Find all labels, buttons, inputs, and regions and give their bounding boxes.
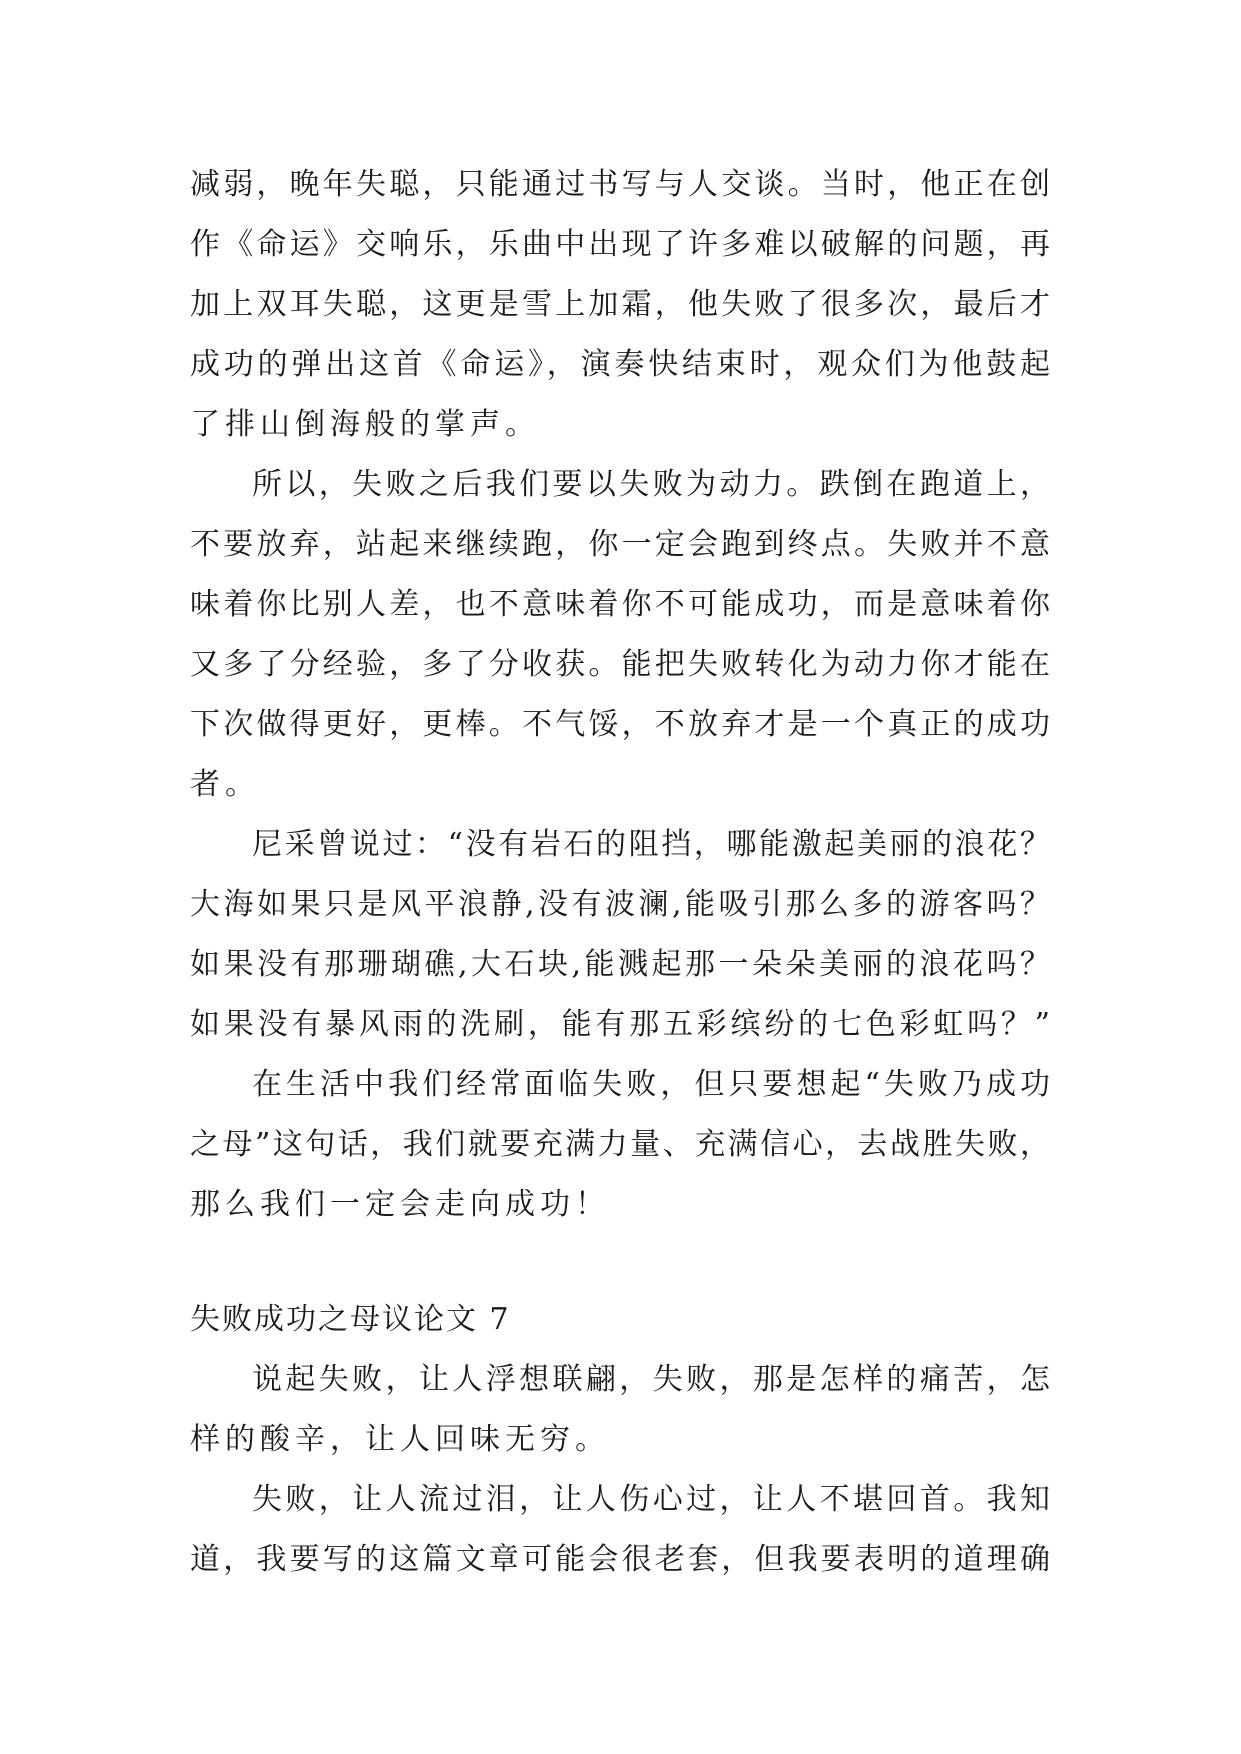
- text-line: 尼采曾说过：“没有岩石的阻挡，哪能激起美丽的浪花？: [252, 827, 1050, 862]
- text-line: 不要放弃，站起来继续跑，你一定会跑到终点。失败并不意: [190, 527, 1050, 562]
- text-line: 失败，让人流过泪，让人伤心过，让人不堪回首。我知: [252, 1482, 1050, 1517]
- text-line: 作《命运》交响乐，乐曲中出现了许多难以破解的问题，再: [190, 227, 1050, 262]
- text-line: 道，我要写的这篇文章可能会很老套，但我要表明的道理确: [190, 1542, 1050, 1577]
- text-line: 下次做得更好，更棒。不气馁，不放弃才是一个真正的成功: [190, 707, 1050, 742]
- text-line: 如果没有暴风雨的洗刷，能有那五彩缤纷的七色彩虹吗？”: [190, 1007, 1050, 1042]
- text-line: 大海如果只是风平浪静,没有波澜,能吸引那么多的游客吗？: [190, 887, 1050, 922]
- text-line: 那么我们一定会走向成功！: [190, 1187, 610, 1222]
- text-line: 者。: [190, 767, 260, 802]
- text-line: 加上双耳失聪，这更是雪上加霜，他失败了很多次，最后才: [190, 287, 1050, 322]
- text-line: 说起失败，让人浮想联翩，失败，那是怎样的痛苦，怎: [252, 1362, 1050, 1397]
- text-line: 在生活中我们经常面临失败，但只要想起“失败乃成功: [252, 1067, 1050, 1102]
- text-line: 之母”这句话，我们就要充满力量、充满信心，去战胜失败，: [190, 1127, 1050, 1162]
- text-line: 味着你比别人差，也不意味着你不可能成功，而是意味着你: [190, 587, 1050, 622]
- document-page: [190, 0, 1050, 1754]
- text-line: 又多了分经验，多了分收获。能把失败转化为动力你才能在: [190, 647, 1050, 682]
- text-line: 了排山倒海般的掌声。: [190, 407, 540, 442]
- text-line: 如果没有那珊瑚礁,大石块,能溅起那一朵朵美丽的浪花吗？: [190, 947, 1050, 982]
- text-line: 减弱，晚年失聪，只能通过书写与人交谈。当时，他正在创: [190, 167, 1050, 202]
- text-line: 所以，失败之后我们要以失败为动力。跌倒在跑道上，: [252, 467, 1050, 502]
- section-heading: 失败成功之母议论文 7: [190, 1302, 511, 1337]
- text-line: 成功的弹出这首《命运》，演奏快结束时，观众们为他鼓起: [190, 347, 1050, 382]
- text-line: 样的酸辛，让人回味无穷。: [190, 1422, 610, 1457]
